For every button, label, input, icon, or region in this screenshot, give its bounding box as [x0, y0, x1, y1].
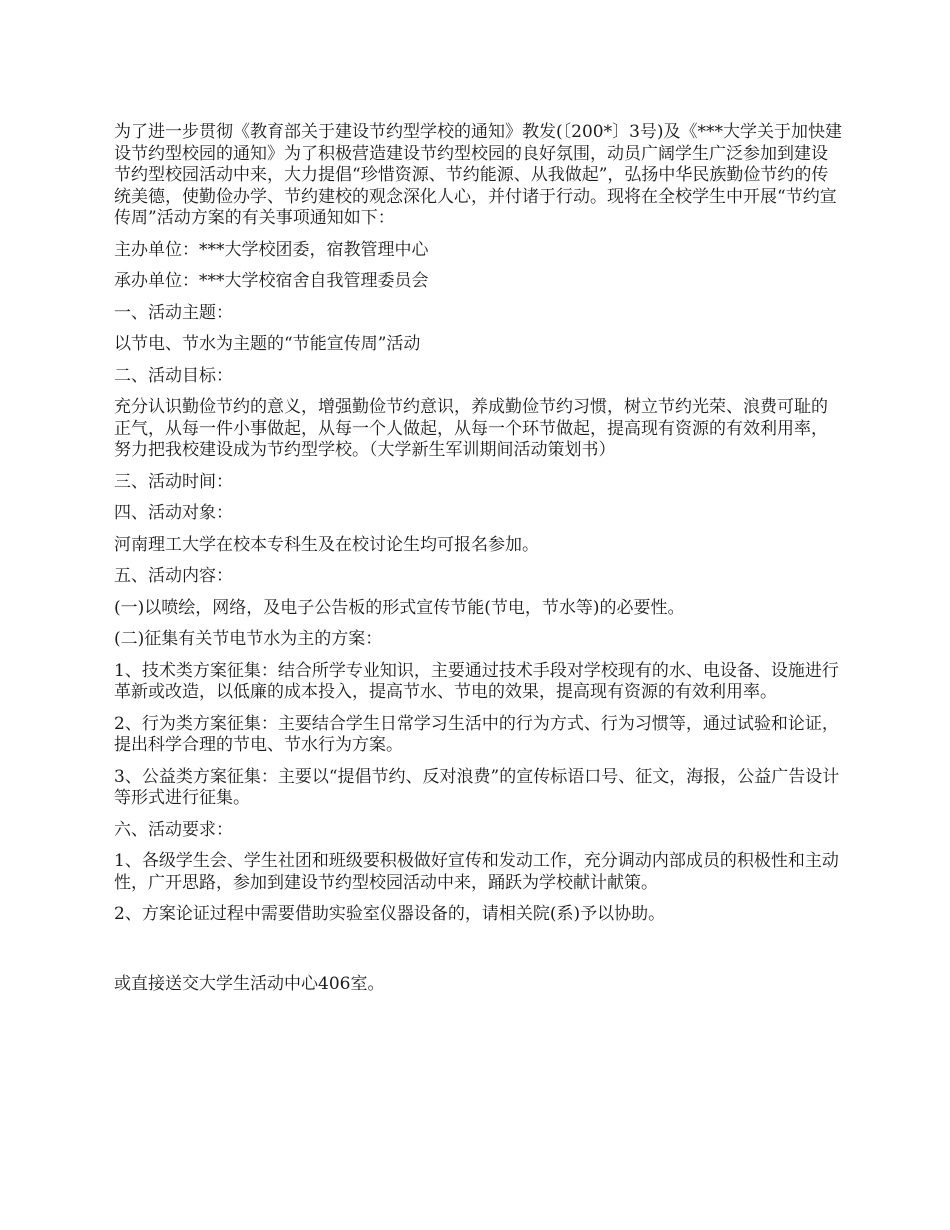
- section-heading-requirements: 六、活动要求：: [114, 819, 233, 840]
- theme-paragraph: 以节电、节水为主题的“节能宣传周”活动: [114, 334, 421, 354]
- intro-paragraph: 为了进一步贯彻《教育部关于建设节约型学校的通知》教发(〔200*〕3号)及《***大学关于加快建设节约型校园的通知》为了积极营造建设节约型校园的良好氛围，动员广阔学生广泛参加到建设节约型校园活动中来，大力提倡“珍惜资源、节约能源、从我做起”，弘扬中华民族勤俭节约的传统美德，使勤俭办学、节约建校的观念深化人心，并付诸于行动。现将在全校学生中开展“节约宣传周”活动方案的有关事项通知如下：: [114, 122, 843, 228]
- section-heading-theme: 一、活动主题：: [114, 302, 233, 323]
- section-heading-time: 三、活动时间：: [114, 471, 233, 492]
- co-organizer-line: 承办单位：***大学校宿舍自我管理委员会: [114, 271, 429, 291]
- section-heading-target: 四、活动对象：: [114, 503, 233, 523]
- section-heading-goal: 二、活动目标：: [114, 365, 233, 386]
- requirement-2: 2、方案论证过程中需要借助实验室仪器设备的，请相关院(系)予以协助。: [114, 904, 666, 924]
- requirement-1: 1、各级学生会、学生社团和班级要积极做好宣传和发动工作，充分调动内部成员的积极性和主动性，广开思路，参加到建设节约型校园活动中来，踊跃为学校献计献策。: [114, 851, 839, 893]
- proposal-technical: 1、技术类方案征集：结合所学专业知识，主要通过技术手段对学校现有的水、电设备、设施进行革新或改造，以低廉的成本投入，提高节水、节电的效果，提高现有资源的有效利用率。: [114, 660, 839, 702]
- content-item-2: (二)征集有关节电节水为主的方案：: [114, 629, 383, 649]
- submission-note: 或直接送交大学生活动中心406室。: [114, 973, 385, 994]
- document-body: [114, 122, 844, 1005]
- organizer-line: 主办单位：***大学校团委，宿教管理中心: [114, 239, 429, 260]
- content-item-1: (一)以喷绘，网络，及电子公告板的形式宣传节能(节电，节水等)的必要性。: [114, 597, 685, 618]
- proposal-public-welfare: 3、公益类方案征集：主要以“提倡节约、反对浪费”的宣传标语口号、征文，海报，公益广告设计等形式进行征集。: [114, 766, 840, 808]
- proposal-behavioral: 2、行为类方案征集：主要结合学生日常学习生活中的行为方式、行为习惯等，通过试验和论证，提出科学合理的节电、节水行为方案。: [114, 713, 839, 755]
- section-heading-content: 五、活动内容：: [114, 566, 233, 586]
- target-paragraph: 河南理工大学在校本专科生及在校讨论生均可报名参加。: [114, 534, 539, 555]
- goal-paragraph: 充分认识勤俭节约的意义，增强勤俭节约意识，养成勤俭节约习惯，树立节约光荣、浪费可耻的正气，从每一件小事做起，从每一个人做起，从每一个环节做起，提高现有资源的有效利用率，努力把我校建设成为节约型学校。（大学新生军训期间活动策划书）: [114, 397, 828, 460]
